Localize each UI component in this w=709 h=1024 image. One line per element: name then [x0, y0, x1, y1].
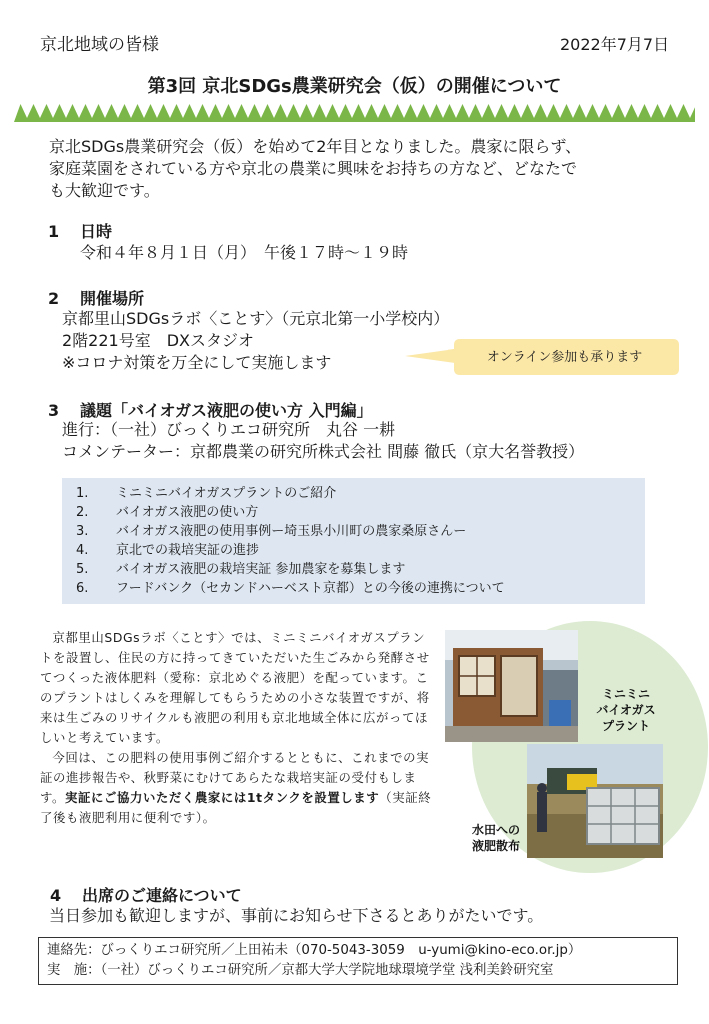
agenda-list	[62, 484, 645, 598]
section-2-heading	[48, 286, 144, 309]
plant-photo-label	[582, 686, 670, 734]
agenda-item-number: 4.	[76, 543, 89, 558]
section-title: 日時	[80, 222, 113, 241]
section-title: 議題「バイオガス液肥の使い方 入門編」	[80, 401, 373, 420]
document-date: 2022年7月7日	[560, 35, 670, 54]
section-number: 2	[48, 289, 60, 308]
organizer-line: 実 施：（一社）びっくりエコ研究所／京都大学大学院地球環境学堂 浅利美鈴研究室	[47, 963, 554, 978]
agenda-item-text: バイオガス液肥の使用事例ー埼玉県小川町の農家桑原さんー	[116, 524, 467, 539]
moderator-line: 進行：（一社）びっくりエコ研究所 丸谷 一耕	[62, 420, 396, 439]
label-line: ミニミニ	[601, 687, 650, 701]
agenda-item	[62, 522, 645, 541]
intro-line: も大歓迎です。	[49, 181, 160, 200]
description-paragraph-1: 京都里山SDGsラボ〈ことす〉では、ミニミニバイオガスプラントを設置し、住民の方に持ってきていただいた生ごみから発酵させてつくった液体肥料（愛称：京北めぐる液肥）を配っています。このプラントはしくみを理解してもらうための小さな装置ですが、将来は生ごみのリサイクルも液肥の利用も京北地域全体に広がってほしいと考えています。	[40, 630, 430, 745]
plant-description	[40, 628, 435, 828]
label-line: プラント	[601, 719, 650, 733]
section-3-heading	[48, 398, 373, 421]
attendance-note: 当日参加も歓迎しますが、事前にお知らせ下さるとありがたいです。	[49, 906, 544, 925]
agenda-item	[62, 484, 645, 503]
contact-line: 連絡先：びっくりエコ研究所／上田祐未（070-5043-3059 u-yumi@kino-eco.or.jp）	[47, 943, 582, 958]
agenda-item-text: フードバンク（セカンドハーベスト京都）との今後の連携について	[116, 581, 505, 596]
field-photo-label	[462, 822, 530, 854]
agenda-item-text: バイオガス液肥の使い方	[116, 505, 259, 520]
agenda-item	[62, 541, 645, 560]
section-title: 開催場所	[80, 289, 145, 308]
agenda-item	[62, 579, 645, 598]
section-number: 4	[50, 886, 62, 905]
agenda-box	[62, 478, 645, 604]
intro-line: 京北SDGs農業研究会（仮）を始めて2年目となりました。農家に限らず、	[49, 137, 582, 156]
agenda-item	[62, 560, 645, 579]
label-line: 水田への	[471, 823, 520, 837]
section-number: 3	[48, 401, 60, 420]
label-line: 液肥散布	[471, 839, 520, 853]
agenda-item-number: 5.	[76, 562, 89, 577]
description-emphasis: 実証にご協力いただく農家には1tタンクを設置します	[65, 790, 380, 805]
agenda-item-number: 1.	[76, 486, 89, 501]
description-text: 今回は、この肥料の使用事例ご紹介するとともに、これまでの実証の進捗報告や、秋野菜にむけてあらたな栽培実証の受付もします。	[40, 750, 430, 805]
section-4-heading	[50, 883, 242, 906]
field-fertilizing-photo	[527, 744, 663, 858]
section-title: 出席のご連絡について	[82, 886, 242, 905]
agenda-item-text: 京北での栽培実証の進捗	[116, 543, 260, 558]
agenda-item-number: 2.	[76, 505, 89, 520]
agenda-item	[62, 503, 645, 522]
venue-block	[62, 308, 449, 374]
description-text: （実証終了後も液肥利用に便利です）。	[40, 790, 432, 825]
contact-box	[38, 937, 678, 985]
agenda-item-text: バイオガス液肥の栽培実証 参加農家を募集します	[116, 562, 406, 577]
description-paragraph-2	[40, 748, 435, 828]
venue-line: 京都里山SDGsラボ〈ことす〉（元京北第一小学校内）	[62, 309, 450, 328]
venue-line: 2階221号室 DXスタジオ	[62, 331, 255, 350]
datetime-text: 令和４年８月１日（月） 午後１７時～１９時	[80, 243, 409, 262]
agenda-roles	[62, 419, 584, 463]
agenda-item-number: 6.	[76, 581, 89, 596]
grass-divider	[14, 102, 695, 122]
venue-line: ※コロナ対策を万全にして実施します	[62, 353, 332, 372]
label-line: バイオガス	[596, 703, 656, 717]
agenda-item-number: 3.	[76, 524, 89, 539]
addressee: 京北地域の皆様	[40, 35, 159, 55]
biogas-plant-photo	[445, 630, 578, 742]
online-note: オンライン参加も承ります	[486, 350, 643, 365]
document-title: 第3回 京北SDGs農業研究会（仮）の開催について	[147, 76, 562, 97]
section-1-heading	[48, 219, 112, 242]
intro-paragraph	[49, 136, 669, 202]
commentator-line: コメンテーター：京都農業の研究所株式会社 間藤 徹氏（京大名誉教授）	[62, 442, 585, 461]
intro-line: 家庭菜園をされている方や京北の農業に興味をお持ちの方など、どなたで	[49, 159, 578, 178]
agenda-item-text: ミニミニバイオガスプラントのご紹介	[116, 486, 337, 501]
section-number: 1	[48, 222, 60, 241]
